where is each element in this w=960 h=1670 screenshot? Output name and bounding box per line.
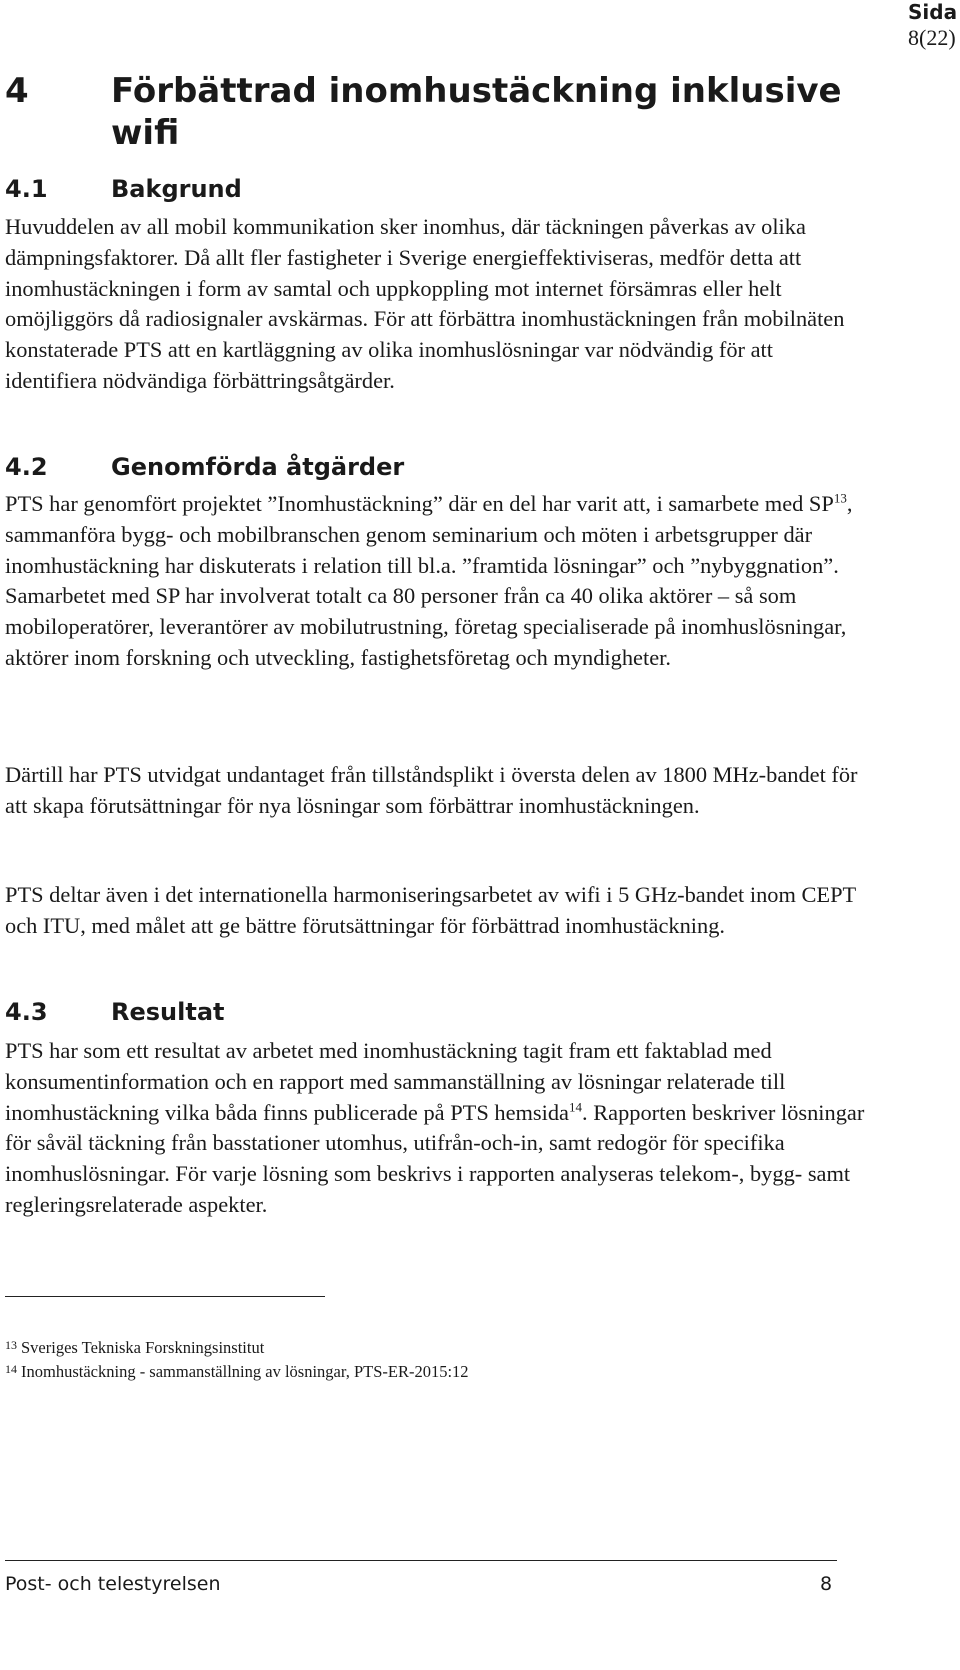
section-heading [5,70,905,154]
page-count: 8(22) [908,25,956,50]
footnote-text: Sveriges Tekniska Forskningsinstitut [21,1338,265,1357]
paragraph-bakgrund [5,212,865,397]
paragraph-genomforda-3 [5,880,865,942]
footnote-ref: 13 [833,490,847,506]
section-title: Förbättrad inomhustäckning inklusive wifi [111,71,842,153]
subsection-heading-genomforda [5,453,404,481]
subsection-title: Resultat [111,998,225,1026]
paragraph-text: , sammanföra bygg- och mobilbranschen genom seminarium och möten i arbetsgrupper där inomhustäckning har diskuterats i relation till bl.a. ”framtida lösningar” och ”nybyggnation”. Samarbetet med SP har involverat totalt ca 80 personer från ca 40 olika aktörer – så som mobiloperatörer, leverantörer av mobilutrustning, företag specialiserade på inomhuslösningar, aktörer inom forskning och utveckling, fastighetsföretag och myndigheter. [5,491,853,670]
subsection-number: 4.1 [5,175,48,203]
paragraph-genomforda-2 [5,760,865,822]
paragraph-text: PTS deltar även i det internationella harmoniseringsarbetet av wifi i 5 GHz-bandet inom CEPT och ITU, med målet att ge bättre förutsättningar för förbättrad inomhustäckning. [5,882,856,938]
paragraph-text: PTS har genomfört projektet ”Inomhustäckning” där en del har varit att, i samarbete med SP [5,491,834,516]
footnote-ref: 14 [569,1099,582,1115]
footnote-number: 13 [5,1338,17,1352]
subsection-title: Genomförda åtgärder [111,453,405,481]
subsection-number: 4.2 [5,453,48,481]
section-number: 4 [5,71,29,111]
footnote-14 [5,1362,469,1382]
paragraph-text: Därtill har PTS utvidgat undantaget från tillståndsplikt i översta delen av 1800 MHz-bandet för att skapa förutsättningar för nya lösningar som förbättrar inomhustäckningen. [5,762,858,818]
subsection-heading-resultat [5,998,225,1026]
subsection-title: Bakgrund [111,175,242,203]
footer-organization: Post- och telestyrelsen [5,1573,221,1595]
footer-divider [5,1560,837,1561]
footer-page-number: 8 [820,1573,833,1595]
paragraph-resultat [5,1036,865,1221]
subsection-heading-bakgrund [5,175,242,203]
footnote-divider [5,1296,325,1297]
paragraph-text: Huvuddelen av all mobil kommunikation sker inomhus, där täckningen påverkas av olika dämpningsfaktorer. Då allt fler fastigheter i Sverige energieffektiviseras, medför detta att inomhustäckningen i form av samtal och uppkoppling mot internet försämras eller helt omöjliggörs då radiosignaler avskärmas. För att förbättra inomhustäckningen från mobilnäten konstaterade PTS att en kartläggning av olika inomhuslösningar var nödvändig för att identifiera nödvändiga förbättringsåtgärder. [5,214,845,393]
paragraph-text: PTS har som ett resultat av arbetet med inomhustäckning tagit fram ett faktablad med konsumentinformation och en rapport med sammanställning av lösningar relaterade till inomhustäckning vilka båda finns publicerade på PTS hemsida [5,1038,786,1125]
footnote-text: Inomhustäckning - sammanställning av lösningar, PTS-ER-2015:12 [21,1362,469,1381]
footnote-13 [5,1338,264,1358]
footnote-number: 14 [5,1362,17,1376]
paragraph-text: . Rapporten beskriver lösningar för såväl täckning från basstationer utomhus, utifrån-och-in, samt redogör för specifika inomhuslösningar. För varje lösning som beskrivs i rapporten analyseras telekom-, bygg- samt regleringsrelaterade aspekter. [5,1099,865,1217]
paragraph-genomforda-1 [5,489,865,674]
page-label: Sida [908,0,958,24]
subsection-number: 4.3 [5,998,48,1026]
